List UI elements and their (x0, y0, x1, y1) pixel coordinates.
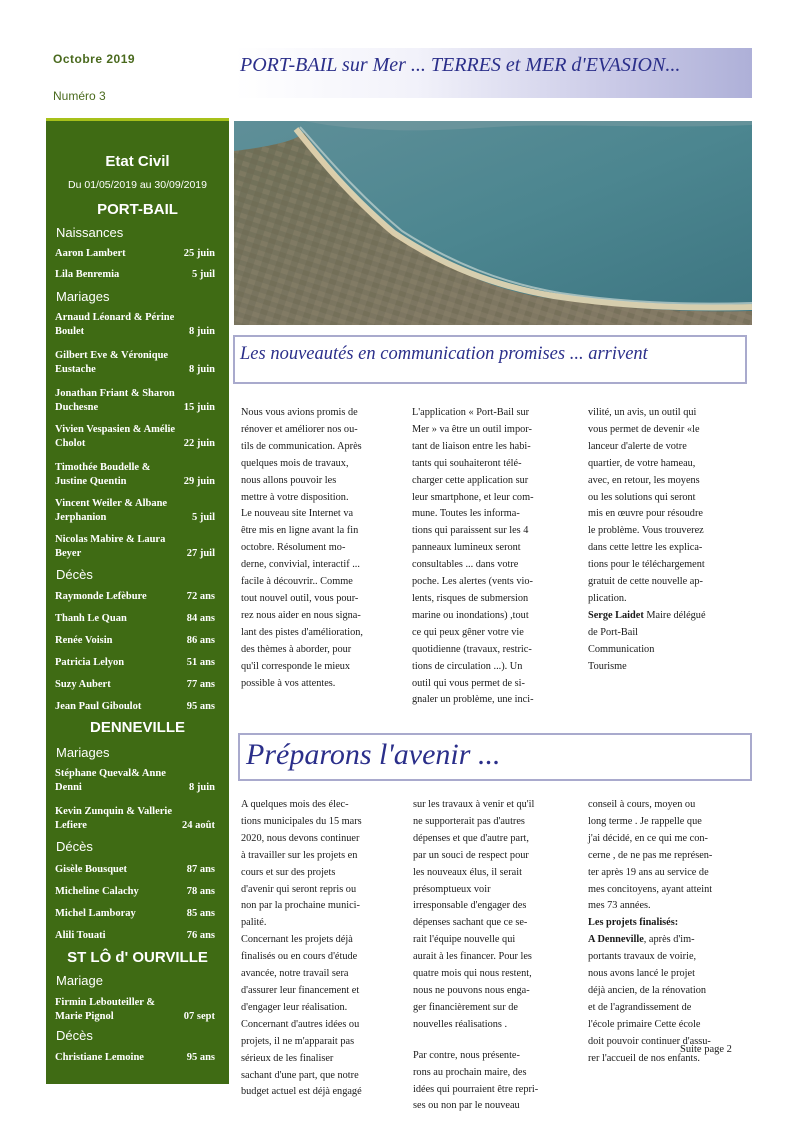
text-line: rons au prochain maire, des (413, 1066, 527, 1078)
text-line: sachant d'une part, que notre (241, 1069, 359, 1081)
civil-entry (55, 929, 215, 943)
civil-entry (55, 590, 215, 604)
signature-role: Maire délégué (643, 609, 706, 621)
text-line: ou les solutions qui seront (588, 491, 696, 503)
civil-entry-name: Patricia Lelyon (55, 657, 125, 668)
civil-entry (55, 533, 215, 561)
text-line: L'application « Port-Bail sur (412, 407, 530, 418)
text-line: mis en œuvre pour résoudre (588, 508, 703, 520)
text-line: les nouveaux élus, il serait (413, 866, 522, 878)
article1-title: Les nouveautés en communication promises ... arrivent (240, 344, 648, 364)
civil-entry (55, 1051, 215, 1065)
text-line: quotidienne (travaux, restric- (412, 643, 532, 655)
civil-entry-name: Micheline Calachy (55, 886, 139, 897)
continued-page-note: Suite page 2 (680, 1044, 732, 1055)
civil-entry (55, 805, 215, 833)
section-denneville: DENNEVILLE (89, 719, 185, 736)
newsletter-title: PORT-BAIL sur Mer ... TERRES et MER d'EVASION... (240, 54, 681, 76)
text-line: d'engager leur réalisation. (241, 1001, 348, 1013)
article2-column-2-text-a (413, 797, 538, 1034)
civil-entry-name: Raymonde Lefèbure (55, 591, 147, 602)
text-line: ce qui peux gêner votre vie (412, 626, 524, 638)
text-line: cerne , de ne pas me représen- (588, 849, 713, 861)
text-line: sur les travaux à venir et qu'il (413, 799, 535, 810)
text-line: Communication (588, 643, 655, 655)
civil-entry (55, 247, 215, 261)
civil-entry-name: Jonathan Friant & Sharon Duchesne (55, 388, 175, 413)
civil-entry-value: 24 août (182, 820, 215, 831)
text-line: lant des pistes d'amélioration, (241, 626, 363, 638)
text-line: quartier, de votre hameau, (588, 457, 696, 469)
civil-entry-value: 72 ans (186, 591, 215, 602)
text-line: qu'il corresponde le mieux (241, 660, 351, 672)
civil-entry-name: Renée Voisin (55, 635, 113, 646)
text-line: Mer » va être un outil impor- (412, 423, 532, 435)
text-line: poche. Les alertes (vents vio- (412, 576, 533, 588)
text-line: facile à découvrir.. Comme (241, 576, 353, 588)
civil-entry-value: 27 juil (186, 548, 215, 559)
text-line: projets, il ne m'apparait pas (241, 1035, 355, 1047)
text-line: des thèmes à aborder, pour (241, 643, 352, 655)
article1-column-1 (241, 405, 363, 692)
coastline-photo (234, 121, 752, 325)
civil-entry (55, 863, 215, 877)
text-line: lents, risques de submersion (412, 592, 529, 604)
civil-entry-value: 95 ans (186, 1052, 215, 1063)
text-line: d'avenir qui seront repris ou (241, 883, 357, 895)
civil-entry-name: Suzy Aubert (55, 679, 111, 690)
text-line: quatre mois qui nous restent, (413, 968, 532, 980)
article2-column-3-text-a (588, 797, 712, 915)
text-line: gratuit de cette nouvelle ap- (588, 576, 703, 588)
text-line: nous allons pouvoir les (241, 474, 337, 486)
text-line: par un souci de respect pour (413, 849, 529, 861)
civil-entry (55, 634, 215, 648)
text-line: consultables ... dans votre (412, 559, 519, 571)
text-line: non par la prochaine munici- (241, 900, 360, 912)
text-line: doit pouvoir continuer d'assu- (588, 1035, 711, 1047)
text-line: rer l'accueil de nos enfants. (588, 1052, 700, 1064)
text-line: Par contre, nous présente- (413, 1049, 520, 1061)
civil-entry-name: Gisèle Bousquet (55, 864, 128, 875)
text-line (588, 932, 712, 949)
article2-column-1 (241, 797, 362, 1101)
text-line: mes 73 années. (588, 900, 651, 912)
text-fragment: , après d'im- (643, 934, 695, 946)
etat-civil-sidebar (46, 118, 229, 1084)
text-line: rez nous aider en nous signa- (241, 609, 361, 621)
civil-entry-value: 29 juin (183, 476, 215, 487)
civil-entry-name: Firmin Lebouteiller & Marie Pignol (55, 997, 156, 1022)
civil-entry (55, 700, 215, 714)
civil-entry-name: Jean Paul Giboulot (55, 701, 142, 712)
civil-entry-value: 76 ans (186, 930, 215, 941)
text-line: vous permet de devenir «le (588, 423, 700, 435)
text-line: octobre. Résolument mo- (241, 542, 346, 554)
text-line: budget actuel est déjà engagé (241, 1086, 362, 1098)
text-line: panneaux lumineux seront (412, 542, 521, 554)
denneville-deces-heading: Décès (56, 839, 93, 854)
civil-entry (55, 423, 215, 451)
text-line: rait l'équipe nouvelle qui (413, 934, 516, 946)
civil-entry-value: 8 juin (189, 782, 215, 793)
section-portbail: PORT-BAIL (97, 201, 178, 218)
civil-entry-value: 8 juin (189, 326, 215, 337)
civil-entry (55, 612, 215, 626)
text-line: d'assurer leur financement et (241, 984, 360, 996)
text-line: marine ou inondations) ,tout (412, 609, 529, 621)
civil-entry-value: 87 ans (186, 864, 215, 875)
issue-date: Octobre 2019 (53, 52, 136, 66)
text-line: Le nouveau site Internet va (241, 508, 354, 520)
civil-entry-name: Timothée Boudelle & Justine Quentin (55, 462, 151, 487)
article2-column-3 (588, 797, 712, 1068)
stlo-mariage-heading: Mariage (56, 973, 103, 988)
text-line: et de l'agrandissement de (588, 1001, 692, 1013)
stlo-deces-heading: Décès (56, 1028, 93, 1043)
text-line: rénover et améliorer nos ou- (241, 423, 358, 435)
text-line: charger cette application sur (412, 474, 529, 486)
civil-entry-name: Gilbert Eve & Véronique Eustache (55, 350, 169, 375)
civil-entry-name: Vincent Weiler & Albane Jerphanion (55, 498, 168, 523)
text-line: de Port-Bail (588, 626, 639, 638)
text-line: ger financièrement sur de (413, 1001, 518, 1013)
signature (588, 608, 706, 625)
civil-entry-name: Alili Touati (55, 930, 106, 941)
civil-entry-value: 22 juin (183, 438, 215, 449)
civil-entry (55, 907, 215, 921)
text-line: nouvelles réalisations . (413, 1018, 508, 1030)
civil-entry-value: 84 ans (186, 613, 215, 624)
text-line: gnaler un problème, une inci- (412, 694, 534, 706)
text-line: possible à vos attentes. (241, 677, 336, 689)
naissances-heading: Naissances (56, 225, 124, 240)
text-line: tout nouvel outil, vous pour- (241, 592, 359, 604)
civil-entry (55, 311, 215, 339)
text-line: aurait à les financer. Pour les (413, 951, 532, 963)
text-line: sérieux de les finaliser (241, 1052, 334, 1064)
civil-entry (55, 461, 215, 489)
text-line: avancée, notre travail sera (241, 968, 349, 980)
civil-entry-value: 25 juin (183, 248, 215, 259)
text-line: outil qui vous permet de si- (412, 677, 525, 689)
civil-entry (55, 349, 215, 377)
text-line: j'ai décidé, en ce qui me con- (588, 832, 708, 844)
civil-entry-value: 85 ans (186, 908, 215, 919)
text-line: le problème. Vous trouverez (588, 525, 704, 537)
civil-entry-name: Thanh Le Quan (55, 613, 127, 624)
sidebar-period: Du 01/05/2019 au 30/09/2019 (68, 179, 207, 191)
civil-entry-value: 07 sept (183, 1011, 215, 1022)
civil-entry-name: Michel Lamboray (55, 908, 136, 919)
text-line: vilité, un avis, un outil qui (588, 407, 697, 418)
text-line: nous ne pouvons nous enga- (413, 984, 530, 996)
text-line: avec, en retour, les moyens (588, 474, 700, 486)
text-line: Nous vous avions promis de (241, 407, 358, 418)
text-line: cours et sur des projets (241, 866, 336, 878)
text-line: mune. Toutes les informa- (412, 508, 520, 520)
text-line: A quelques mois des élec- (241, 799, 349, 810)
text-line: idées qui pourraient être repri- (413, 1083, 539, 1095)
civil-entry-value: 51 ans (186, 657, 215, 668)
text-line: mettre à votre disposition. (241, 491, 349, 503)
civil-entry-name: Lila Benremia (55, 269, 120, 280)
civil-entry-name: Vivien Vespasien & Amélie Cholot (55, 424, 176, 449)
denneville-mariages-heading: Mariages (56, 745, 110, 760)
civil-entry-name: Aaron Lambert (55, 248, 126, 259)
deces-heading: Décès (56, 567, 93, 582)
section-stlo: ST LÔ d' OURVILLE (67, 949, 208, 966)
text-line: tions de circulation ...). Un (412, 660, 523, 672)
text-line: tils de communication. Après (241, 440, 362, 452)
civil-entry-name: Stéphane Queval& Anne Denni (55, 768, 166, 793)
text-line: tions pour le téléchargement (588, 559, 705, 571)
civil-entry-value: 8 juin (189, 364, 215, 375)
text-line: quelques mois de travaux, (241, 457, 349, 469)
text-line: ter après 19 ans au service de (588, 866, 709, 878)
article1-column-3 (588, 405, 706, 676)
civil-entry-value: 78 ans (186, 886, 215, 897)
civil-entry (55, 885, 215, 899)
text-line: l'école primaire Cette école (588, 1018, 701, 1030)
civil-entry (55, 678, 215, 692)
civil-entry (55, 996, 215, 1024)
text-line: mes concitoyens, ayant atteint (588, 883, 713, 895)
issue-number: Numéro 3 (53, 89, 106, 103)
text-line: long terme . Je rappelle que (588, 815, 702, 827)
text-line: dépenses et que d'autre part, (413, 832, 529, 844)
text-line: Concernant les projets déjà (241, 934, 353, 946)
signature-lines (588, 625, 706, 676)
civil-entry-name: Arnaud Léonard & Périne Boulet (55, 312, 175, 337)
text-line: palité. (241, 917, 267, 929)
text-line: plication. (588, 592, 627, 604)
civil-entry-value: 5 juil (191, 269, 215, 280)
signature-name: Serge Laidet (588, 609, 644, 621)
text-line: tant de liaison entre les habi- (412, 440, 531, 452)
text-line: dépenses sachant que ce se- (413, 917, 528, 929)
civil-entry (55, 387, 215, 415)
mariages-heading: Mariages (56, 289, 110, 304)
text-line: déjà ancien, de la rénovation (588, 984, 707, 996)
text-line: derne, convivial, interactif ... (241, 559, 360, 571)
text-line: finalisés ou en cours d'étude (241, 951, 358, 963)
projets-finalises-heading: Les projets finalisés: (588, 917, 679, 929)
text-line: tions municipales du 15 mars (241, 815, 362, 827)
text-line: tions qui paraissent sur les 4 (412, 525, 529, 537)
article2-column-2 (413, 797, 538, 1115)
text-line: irresponsable d'engager des (413, 900, 527, 912)
text-line: à travailler sur les projets en (241, 849, 358, 861)
article1-column-3-text (588, 405, 706, 608)
civil-entry-name: Kevin Zunquin & Vallerie Lefiere (55, 806, 172, 831)
text-line: lanceur d'alerte de votre (588, 440, 687, 452)
civil-entry-value: 86 ans (186, 635, 215, 646)
text-line: ses ou non par le nouveau (413, 1100, 520, 1112)
civil-entry (55, 268, 215, 282)
civil-entry-value: 15 juin (183, 402, 215, 413)
text-line: Concernant d'autres idées ou (241, 1018, 360, 1030)
text-line: portants travaux de voirie, (588, 951, 697, 963)
civil-entry (55, 767, 215, 795)
civil-entry (55, 656, 215, 670)
text-line: tants qui souhaiteront télé- (412, 457, 522, 469)
article2-title: Préparons l'avenir ... (246, 738, 501, 771)
civil-entry-value: 5 juil (191, 512, 215, 523)
text-line: leur smartphone, et leur com- (412, 491, 534, 503)
text-line: Tourisme (588, 660, 627, 672)
text-line: dans cette lettre les explica- (588, 542, 703, 554)
civil-entry-name: Christiane Lemoine (55, 1052, 144, 1063)
text-line: conseil à cours, moyen ou (588, 799, 696, 810)
civil-entry (55, 497, 215, 525)
denneville-lead: A Denneville (588, 934, 644, 946)
text-line: présomptueux voir (413, 883, 491, 895)
text-line: 2020, nous devons continuer (241, 832, 360, 844)
article1-column-2 (412, 405, 534, 709)
sidebar-title: Etat Civil (105, 153, 170, 170)
text-line: ne supporterait pas d'autres (413, 815, 525, 827)
civil-entry-value: 77 ans (186, 679, 215, 690)
civil-entry-value: 95 ans (186, 701, 215, 712)
text-line: nous avons lancé le projet (588, 968, 695, 980)
text-line: être mis en ligne avant la fin (241, 525, 359, 537)
article2-column-2-text-b (413, 1048, 538, 1116)
civil-entry-name: Nicolas Mabire & Laura Beyer (55, 534, 166, 559)
